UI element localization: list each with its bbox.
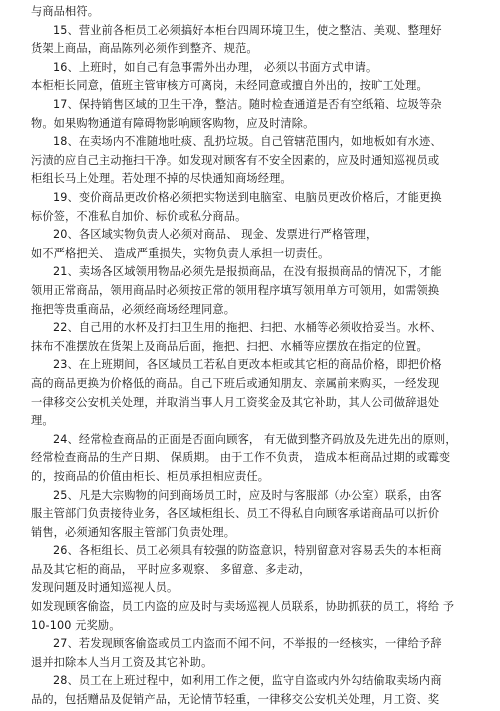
text-line: 与商品相符。 [31,5,100,18]
text-line: 18、在卖场内不准随地吐痰、乱扔垃圾。自己管辖范围内，如地板如有水迹、 [53,135,442,149]
text-line: 经常检查商品的生产日期、 保质期。 由于工作不负责， 造成本柜商品过期的或霉变 [31,451,451,465]
text-line: 22、自己用的水杯及打扫卫生用的拖把、扫把、水桶等必须收拾妥当。水杯、 [53,321,442,335]
text-line: 如发现顾客偷盗，员工内盗的应及时与卖场巡视人员联系，协助抓获的员工，将给 予 [31,600,455,613]
text-line: 15、营业前各柜员工必须搞好本柜台四周环境卫生，使之整洁、美观、整理好 [53,23,442,37]
text-line: 28、员工在上班过程中，如利用工作之便，监守自盗或内外勾结偷取卖场内商 [53,674,442,688]
text-line: 污渍的应自己主动拖扫干净。如发现对顾客有不安全因素的，应及时通知巡视员或 [31,153,440,167]
text-line: 24、经常检查商品的正面是否面向顾客， 有无做到整齐码放及先进先出的原则， [53,432,457,446]
text-line: 如不严格把关、 造成严重损失，实物负责人承担一切责任。 [31,246,330,260]
text-line: 理。 [31,414,54,428]
text-line: 17、保持销售区域的卫生干净，整洁。随时检查通道是否有空纸箱、垃圾等杂 [53,98,442,111]
text-line: 领用正常商品，领用商品时必须按正常的领用程序填写领用单方可领用，如需领换 [31,283,440,297]
text-line: 19、变价商品更改价格必须把实物送到电脑室、电脑员更改价格后，才能更换 [53,190,442,204]
text-line: 26、各柜组长、员工必须具有较强的防盗意识，特别留意对容易丢失的本柜商 [53,544,442,558]
text-line: 货架上商品，商品陈列必须作到整齐、规范。 [31,42,258,56]
text-line: 27、若发现顾客偷盗或员工内盗而不闻不问，不举报的一经核实，一律给予辞 [53,637,442,651]
text-line: 20、各区域实物负责人必须对商品、 现金、发票进行严格管理， [53,228,378,242]
text-line: 16、上班时，如自己有急事需外出办理， 必须以书面方式申请。 [53,60,378,74]
text-line: 高的商品更换为价格低的商品。自己下班后或通知朋友、亲属前来购买，一经发现 [31,376,440,390]
text-line: 21、卖场各区域领用物品必须先是报损商品，在没有报损商品的情况下，才能 [53,265,442,279]
text-line: 本柜柜长同意，值班主管审核方可离岗，未经同意或擅自外出的，按旷工处理。 [31,79,428,93]
text-line: 23、在上班期间，各区域员工若私自更改本柜或其它柜的商品价格，即把价格 [53,358,442,372]
text-line: 10-100 元奖励。 [31,618,121,632]
text-line: 发现问题及时通知巡视人员。 [31,581,179,595]
text-line: 退并扣除本人当月工资及其它补助。 [31,655,213,669]
text-line: 抹布不准摆放在货架上及商品后面，拖把、扫把、水桶等应摆放在指定的位置。 [31,339,428,353]
text-line: 25、凡是大宗购物的问到商场员工时，应及时与客服部（办公室）联系，由客 [53,488,442,502]
text-line: 品及其它柜的商品， 平时应多观察、 多留意、多走动， [31,562,311,576]
text-line: 服主管部门负责接待业务，各区域柜组长、员工不得私自向顾客承诺商品可以折价 [31,507,440,521]
text-line: 柜组长马上处理。若处理不掉的尽快通知商场经理。 [31,172,292,186]
text-line: 拖把等贵重商品，必须经商场经理同意。 [31,302,236,316]
text-line: 品的，包括赠品及促销产品，无论情节轻重，一律移交公安机关处理，月工资、奖 [31,693,440,706]
text-line: 标价签，不准私自加价、标价或私分商品。 [31,209,247,223]
text-line: 销售，必须通知客服主管部门负责处理。 [31,525,236,539]
text-line: 一律移交公安机关处理，并取消当事人月工资奖金及其它补助，其人公司做辞退处 [31,395,440,409]
text-line: 的，按商品的价值由柜长、柜员承担相应责任。 [31,469,270,483]
text-line: 物。如果购物通道有障碍物影响顾客购物，应及时清除。 [31,116,315,130]
